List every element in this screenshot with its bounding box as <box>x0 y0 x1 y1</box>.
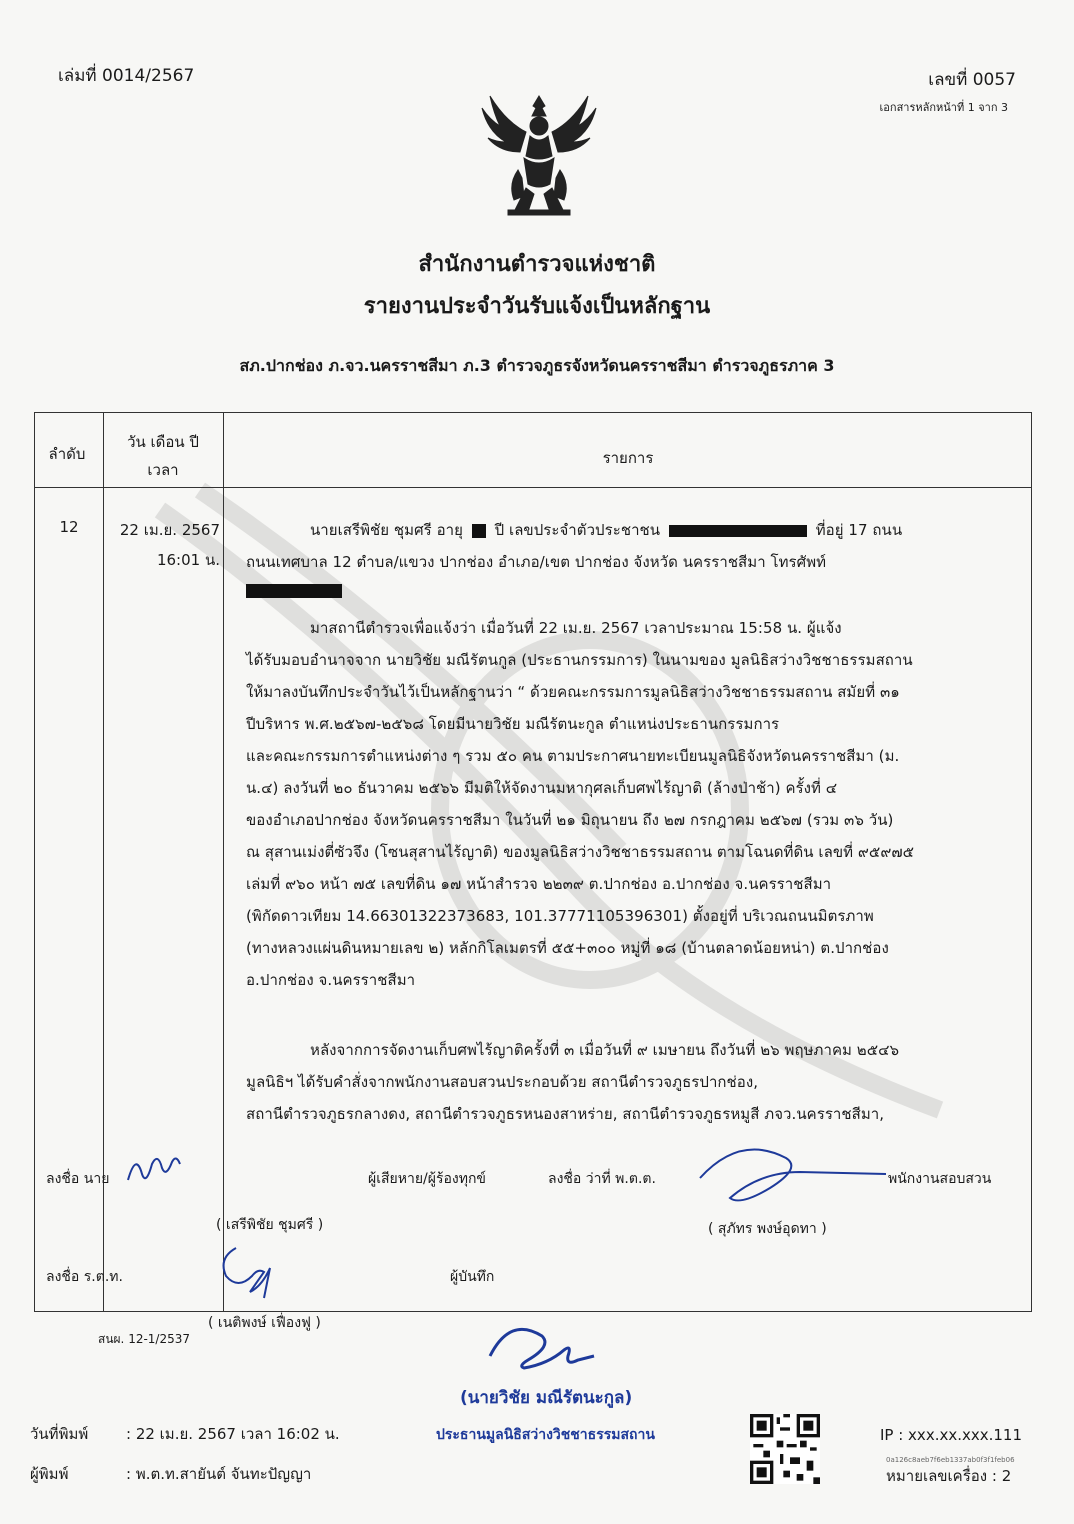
entry-sequence: 12 <box>59 518 79 536</box>
body-line: มูลนิธิฯ ได้รับคำสั่งจากพนักงานสอบสวนประกอบด้วย สถานีตำรวจภูธรปากช่อง, <box>246 1073 759 1091</box>
redacted-id-number <box>669 525 807 537</box>
sign-label-victim: ลงชื่อ นาย <box>46 1171 110 1187</box>
recorder-name: ( เนติพงษ์ เฟื่องฟู ) <box>208 1315 321 1331</box>
machine-number: หมายเลขเครื่อง : 2 <box>886 1467 1012 1485</box>
entry-time: 16:01 น. <box>156 551 220 569</box>
column-header-sequence: ลำดับ <box>48 445 86 463</box>
investigator-role: พนักงานสอบสวน <box>888 1171 992 1187</box>
agency-title: สำนักงานตำรวจแห่งชาติ <box>418 252 656 277</box>
sign-label-recorder: ลงชื่อ ร.ต.ท. <box>46 1269 123 1285</box>
investigator-signature-icon <box>690 1138 890 1212</box>
page-info: เอกสารหลักหน้าที่ 1 จาก 3 <box>879 101 1008 114</box>
printer-value: : พ.ต.ท.สายันต์ จันทะปัญญา <box>126 1465 312 1483</box>
victim-signature-icon <box>124 1150 184 1190</box>
sign-label-investigator: ลงชื่อ ว่าที่ พ.ต.ต. <box>548 1171 656 1187</box>
body-line: ให้มาลงบันทึกประจำวันไว้เป็นหลักฐานว่า “ ด้วยคณะกรรมการมูลนิธิสว่างวิชชาธรรมสถาน สมัยที่ ๓๑ <box>246 683 900 701</box>
qr-code-text: 0a126c8aeb7f6eb1337ab0f3f1feb06 <box>886 1456 1015 1464</box>
body-line: ปีบริหาร พ.ศ.๒๕๖๗-๒๕๖๘ โดยมีนายวิชัย มณีรัตนะกูล ตำแหน่งประธานกรรมการ <box>246 715 780 733</box>
recorder-signature-icon <box>212 1238 292 1304</box>
column-header-date: วัน เดือน ปี <box>127 433 199 451</box>
print-date-label: วันที่พิมพ์ <box>30 1425 89 1443</box>
body-line: สถานีตำรวจภูธรกลางดง, สถานีตำรวจภูธรหนองสาหร่าย, สถานีตำรวจภูธรหมูสี ภจว.นครราชสีมา, <box>246 1105 885 1123</box>
body-line: ถนนเทศบาล 12 ตำบล/แขวง ปากช่อง อำเภอ/เขต ปากช่อง จังหวัด นครราชสีมา โทรศัพท์ <box>246 553 827 571</box>
id-label: ปี เลขประจำตัวประชาชน <box>494 521 661 539</box>
chairman-signature-icon <box>482 1316 602 1378</box>
body-line: น.๔) ลงวันที่ ๒๐ ธันวาคม ๒๕๖๖ มีมติให้จัดงานมหากุศลเก็บศพไร้ญาติ (ล้างป่าช้า) ครั้งที่ ๔ <box>246 779 838 797</box>
book-number: เล่มที่ 0014/2567 <box>58 66 195 86</box>
ip-address: IP : xxx.xx.xxx.111 <box>880 1426 1023 1444</box>
body-line: ของอำเภอปากช่อง จังหวัดนครราชสีมา ในวันที่ ๒๑ มิถุนายน ถึง ๒๗ กรกฎาคม ๒๕๖๗ (รวม ๓๖ วัน) <box>246 811 894 829</box>
body-line: และคณะกรรมการตำแหน่งต่าง ๆ รวม ๕๐ คน ตามประกาศนายทะเบียนมูลนิธิจังหวัดนครราชสีมา (ม. <box>246 747 900 765</box>
station-name: สภ.ปากช่อง ภ.จว.นครราชสีมา ภ.3 ตำรวจภูธรจังหวัดนครราชสีมา ตำรวจภูธรภาค 3 <box>239 356 835 375</box>
report-title: รายงานประจำวันรับแจ้งเป็นหลักฐาน <box>363 294 711 319</box>
body-line: ณ สุสานเม่งตี่ซัวจึง (โซนสุสานไร้ญาติ) ของมูลนิธิสว่างวิชชาธรรมสถาน ตามโฉนดที่ดิน เลขที่ ๙๕๙๗๕ <box>246 843 915 861</box>
column-header-time: เวลา <box>147 461 179 479</box>
body-line: มาสถานีตำรวจเพื่อแจ้งว่า เมื่อวันที่ 22 เม.ย. 2567 เวลาประมาณ 15:58 น. ผู้แจ้ง <box>310 619 842 637</box>
body-line: อ.ปากช่อง จ.นครราชสีมา <box>246 971 416 989</box>
body-line: เล่มที่ ๙๖๐ หน้า ๗๕ เลขที่ดิน ๑๗ หน้าสำรวจ ๒๒๓๙ ต.ปากช่อง อ.ปากช่อง จ.นครราชสีมา <box>246 875 832 893</box>
qr-code-icon <box>750 1414 820 1484</box>
body-line <box>310 518 902 542</box>
garuda-emblem-icon <box>478 92 600 218</box>
body-line: ได้รับมอบอำนาจจาก นายวิชัย มณีรัตนกูล (ประธานกรรมการ) ในนามของ มูลนิธิสว่างวิชชาธรรมสถาน <box>246 651 913 669</box>
body-line: (ทางหลวงแผ่นดินหมายเลข ๒) หลักกิโลเมตรที่ ๕๕+๓๐๐ หมู่ที่ ๑๘ (บ้านตลาดน้อยหน่า) ต.ปากช่อง <box>246 939 889 957</box>
investigator-name: ( สุภัทร พงษ์อุดทา ) <box>708 1221 827 1237</box>
redacted-age <box>472 524 486 538</box>
printer-label: ผู้พิมพ์ <box>30 1465 69 1483</box>
redacted-phone <box>246 584 342 598</box>
print-date-value: : 22 เม.ย. 2567 เวลา 16:02 น. <box>126 1425 340 1443</box>
form-code: สนผ. 12-1/2537 <box>98 1332 191 1346</box>
column-header-items: รายการ <box>602 449 654 467</box>
victim-role: ผู้เสียหาย/ผู้ร้องทุกข์ <box>368 1171 486 1187</box>
entry-date: 22 เม.ย. 2567 <box>119 521 220 539</box>
victim-name: ( เสรีพิชัย ชุมศรี ) <box>216 1217 324 1233</box>
recorder-role: ผู้บันทึก <box>450 1269 495 1285</box>
address-label: ที่อยู่ 17 ถนน <box>815 521 903 539</box>
chairman-name: (นายวิชัย มณีรัตนะกูล) <box>460 1388 633 1408</box>
chairman-title: ประธานมูลนิธิสว่างวิชชาธรรมสถาน <box>436 1427 655 1443</box>
reporter-name: นายเสรีพิชัย ชุมศรี อายุ <box>310 521 463 539</box>
document-number: เลขที่ 0057 <box>928 70 1016 90</box>
body-line: (พิกัดดาวเทียม 14.66301322373683, 101.37771105396301) ตั้งอยู่ที่ บริเวณถนนมิตรภาพ <box>246 907 874 925</box>
body-line: หลังจากการจัดงานเก็บศพไร้ญาติครั้งที่ ๓ เมื่อวันที่ ๙ เมษายน ถึงวันที่ ๒๖ พฤษภาคม ๒๕๔๖ <box>310 1041 900 1059</box>
